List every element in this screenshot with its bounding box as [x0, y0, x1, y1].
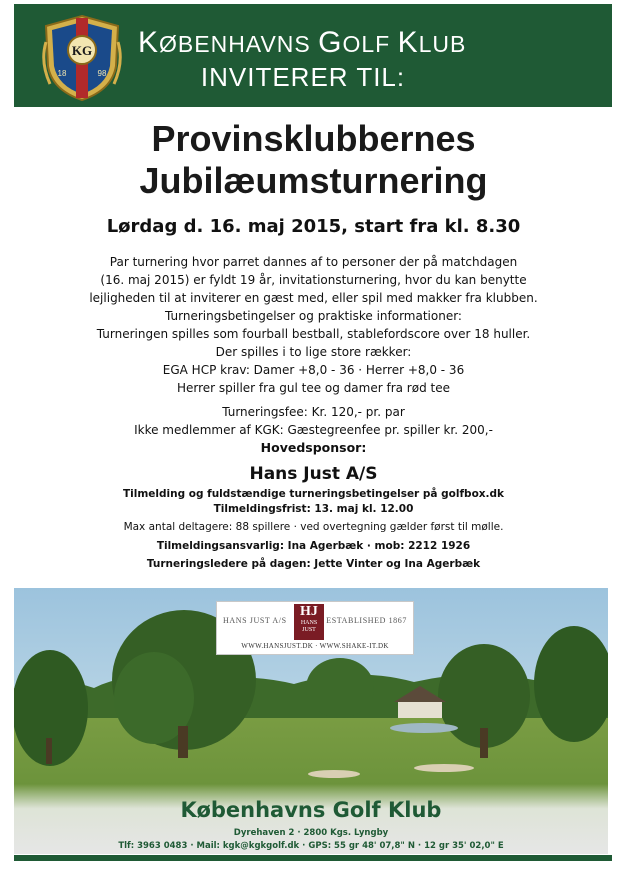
intro-line: (16. maj 2015) er fyldt 19 år, invitationsturnering, hvor du kan benytte — [100, 273, 527, 287]
format-line: Turneringen spilles som fourball bestball, stablefordscore over 18 huller. — [96, 327, 531, 341]
footer-contact: Tlf: 3963 0483 · Mail: kgk@kgkgolf.dk · GPS: 55 gr 48' 07,8" N · 12 gr 35' 02,0" E — [118, 841, 504, 851]
club-crest-icon — [40, 12, 124, 104]
crest-monogram: KG — [71, 43, 93, 58]
sponsor-name: Hans Just A/S — [249, 464, 378, 484]
intro-line: Par turnering hvor parret dannes af to personer der på matchdagen — [109, 255, 518, 269]
footer-address: Dyrehaven 2 · 2800 Kgs. Lyngby — [233, 828, 389, 838]
sponsor-logo-left: HANS JUST A/S — [223, 616, 287, 625]
max-participants: Max antal deltagere: 88 spillere · ved overtegning gælder først til mølle. — [123, 521, 504, 533]
signup-info: Tilmelding og fuldstændige turneringsbetingelser på golfbox.dk — [122, 488, 505, 500]
sponsor-logo — [216, 601, 414, 655]
event-date: Lørdag d. 16. maj 2015, start fra kl. 8.30 — [106, 216, 521, 237]
event-title-line2: Jubilæumsturnering — [139, 160, 488, 201]
event-title — [0, 118, 627, 202]
footer-club-name: Københavns Golf Klub — [180, 798, 442, 822]
event-details — [40, 253, 587, 572]
sponsor-monogram-icon: HJ HANS JUST — [294, 604, 324, 640]
hcp-line: EGA HCP krav: Damer +8,0 - 36 · Herrer +8,0 - 36 — [162, 363, 465, 377]
crest-year-left: 18 — [57, 69, 67, 78]
tournament-leaders: Turneringsledere på dagen: Jette Vinter og Ina Agerbæk — [146, 558, 481, 570]
sponsor-url: WWW.HANSJUST.DK · WWW.SHAKE-IT.DK — [241, 642, 389, 650]
fee-line: Turneringsfee: Kr. 120,- pr. par — [222, 405, 405, 419]
intro-line: lejligheden til at inviterer en gæst med, eller spil med makker fra klubben. — [89, 291, 538, 305]
signup-contact: Tilmeldingsansvarlig: Ina Agerbæk · mob: 2212 1926 — [156, 539, 471, 552]
sponsor-logo-right: ESTABLISHED 1867 — [326, 616, 407, 625]
header-banner — [14, 4, 612, 107]
invite-line: INVITERER TIL: — [200, 62, 406, 92]
conditions-heading: Turneringsbetingelser og praktiske informationer: — [165, 309, 462, 323]
signup-deadline: Tilmeldingsfrist: 13. maj kl. 12.00 — [213, 502, 414, 515]
rows-heading: Der spilles i to lige store rækker: — [215, 345, 412, 359]
tee-line: Herrer spiller fra gul tee og damer fra rød tee — [177, 381, 450, 395]
guest-fee-line: Ikke medlemmer af KGK: Gæstegreenfee pr. spiller kr. 200,- — [134, 423, 493, 437]
footer-bar — [14, 855, 612, 861]
sponsor-label: Hovedsponsor: — [260, 440, 367, 455]
event-title-line1: Provinsklubbernes — [151, 118, 476, 159]
crest-year-right: 98 — [97, 69, 107, 78]
club-title: KØBENHAVNS GOLF KLUB — [138, 26, 467, 59]
